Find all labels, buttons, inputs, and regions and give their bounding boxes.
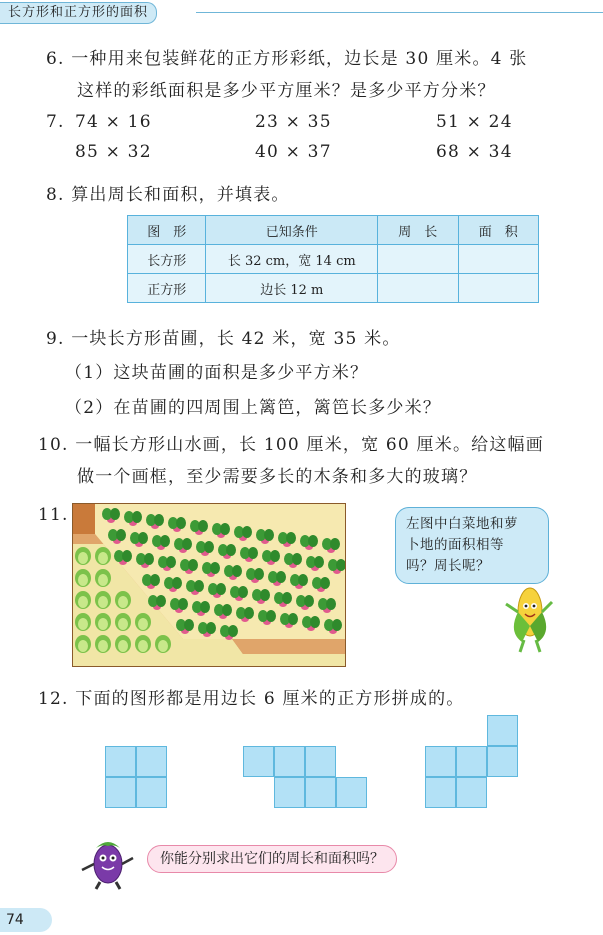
- question-12: [38, 684, 464, 709]
- table-header-row: [128, 216, 539, 245]
- question-text: 下面的图形都是用边长 6 厘米的正方形拼成的。: [75, 689, 465, 709]
- unit-square: [243, 746, 274, 777]
- unit-square: [274, 777, 305, 808]
- bubble-line: 吗？周长呢？: [406, 558, 490, 574]
- question-text: 算出周长和面积，并填表。: [71, 185, 290, 205]
- question-9: [46, 324, 401, 349]
- question-number: 8.: [46, 185, 65, 205]
- calc-item: 23 × 35: [255, 112, 332, 132]
- unit-square: [274, 746, 305, 777]
- unit-square: [487, 746, 518, 777]
- calc-item: 51 × 24: [436, 112, 513, 132]
- question-text: 一种用来包装鲜花的正方形彩纸，边长是 30 厘米。4 张: [71, 49, 528, 69]
- bubble-line: 左图中白菜地和萝: [406, 516, 518, 532]
- corn-mascot-icon: [500, 582, 558, 654]
- cabbage-icon: [75, 613, 91, 631]
- cabbage-icon: [115, 613, 131, 631]
- unit-square: [487, 715, 518, 746]
- speech-bubble: 你能分别求出它们的周长和面积吗？: [147, 845, 397, 873]
- sub-question-1: （1）这块苗圃的面积是多少平方米？: [65, 363, 369, 383]
- cabbage-icon: [75, 547, 91, 565]
- unit-square: [456, 777, 487, 808]
- unit-square: [336, 777, 367, 808]
- table-row: [128, 274, 539, 303]
- table-cell-blank[interactable]: [458, 274, 538, 303]
- table-row: [128, 245, 539, 274]
- unit-square: [305, 777, 336, 808]
- table-header-cell: 周 长: [378, 216, 458, 245]
- eggplant-mascot-icon: [78, 830, 138, 890]
- question-10-line2: 做一个画框，至少需要多长的木条和多大的玻璃？: [77, 467, 478, 487]
- shape-step: [243, 746, 371, 810]
- unit-square: [425, 777, 456, 808]
- unit-square: [105, 777, 136, 808]
- chapter-title: 长方形和正方形的面积: [0, 2, 157, 24]
- question-text: 一幅长方形山水画，长 100 厘米，宽 60 厘米。给这幅画: [75, 435, 544, 455]
- table-cell: 边长 12 m: [206, 274, 378, 303]
- table-cell: 长方形: [128, 245, 206, 274]
- fill-table: [127, 215, 539, 303]
- unit-square: [105, 746, 136, 777]
- question-6: [46, 44, 528, 69]
- unit-square: [456, 746, 487, 777]
- cabbage-icon: [75, 635, 91, 653]
- cabbage-icon: [95, 635, 111, 653]
- question-6-line2: 这样的彩纸面积是多少平方厘米？是多少平方分米？: [77, 81, 496, 101]
- cabbage-icon: [135, 613, 151, 631]
- table-header-cell: 已知条件: [206, 216, 378, 245]
- cabbage-icon: [155, 635, 171, 653]
- bubble-line: 卜地的面积相等: [406, 537, 504, 553]
- unit-square: [425, 746, 456, 777]
- question-text: 一块长方形苗圃，长 42 米，宽 35 米。: [71, 329, 401, 349]
- table-cell-blank[interactable]: [378, 245, 458, 274]
- question-number: 12.: [38, 689, 69, 709]
- cabbage-icon: [75, 569, 91, 587]
- cabbage-icon: [135, 635, 151, 653]
- table-cell-blank[interactable]: [458, 245, 538, 274]
- unit-square: [136, 777, 167, 808]
- table-header-cell: 图 形: [128, 216, 206, 245]
- page-number: 74: [0, 908, 52, 932]
- garden-illustration: [72, 503, 346, 667]
- unit-square: [136, 746, 167, 777]
- calc-item: 85 × 32: [75, 142, 152, 162]
- unit-square: [305, 746, 336, 777]
- calc-item: 68 × 34: [436, 142, 513, 162]
- question-8: [46, 180, 290, 205]
- question-7-number: 7.: [46, 112, 65, 132]
- sub-question-2: （2）在苗圃的四周围上篱笆，篱笆长多少米？: [65, 398, 442, 418]
- calc-item: 74 × 16: [75, 112, 152, 132]
- table-cell: 长 32 cm，宽 14 cm: [206, 245, 378, 274]
- cabbage-icon: [115, 591, 131, 609]
- table-header-cell: 面 积: [458, 216, 538, 245]
- speech-bubble: [395, 507, 549, 584]
- table-cell: 正方形: [128, 274, 206, 303]
- header-rule: [196, 12, 603, 13]
- question-number: 6.: [46, 49, 65, 69]
- cabbage-icon: [95, 569, 111, 587]
- question-number: 9.: [46, 329, 65, 349]
- table-cell-blank[interactable]: [378, 274, 458, 303]
- page-header: [0, 0, 603, 24]
- cabbage-icon: [95, 591, 111, 609]
- question-11-number: 11.: [38, 505, 69, 525]
- cabbage-icon: [95, 613, 111, 631]
- question-10: [38, 430, 544, 455]
- cabbage-icon: [75, 591, 91, 609]
- cabbage-icon: [95, 547, 111, 565]
- shape-tower: [425, 715, 521, 811]
- cabbage-icon: [115, 635, 131, 653]
- shape-square-2x2: [105, 746, 167, 808]
- calc-item: 40 × 37: [255, 142, 332, 162]
- question-number: 10.: [38, 435, 69, 455]
